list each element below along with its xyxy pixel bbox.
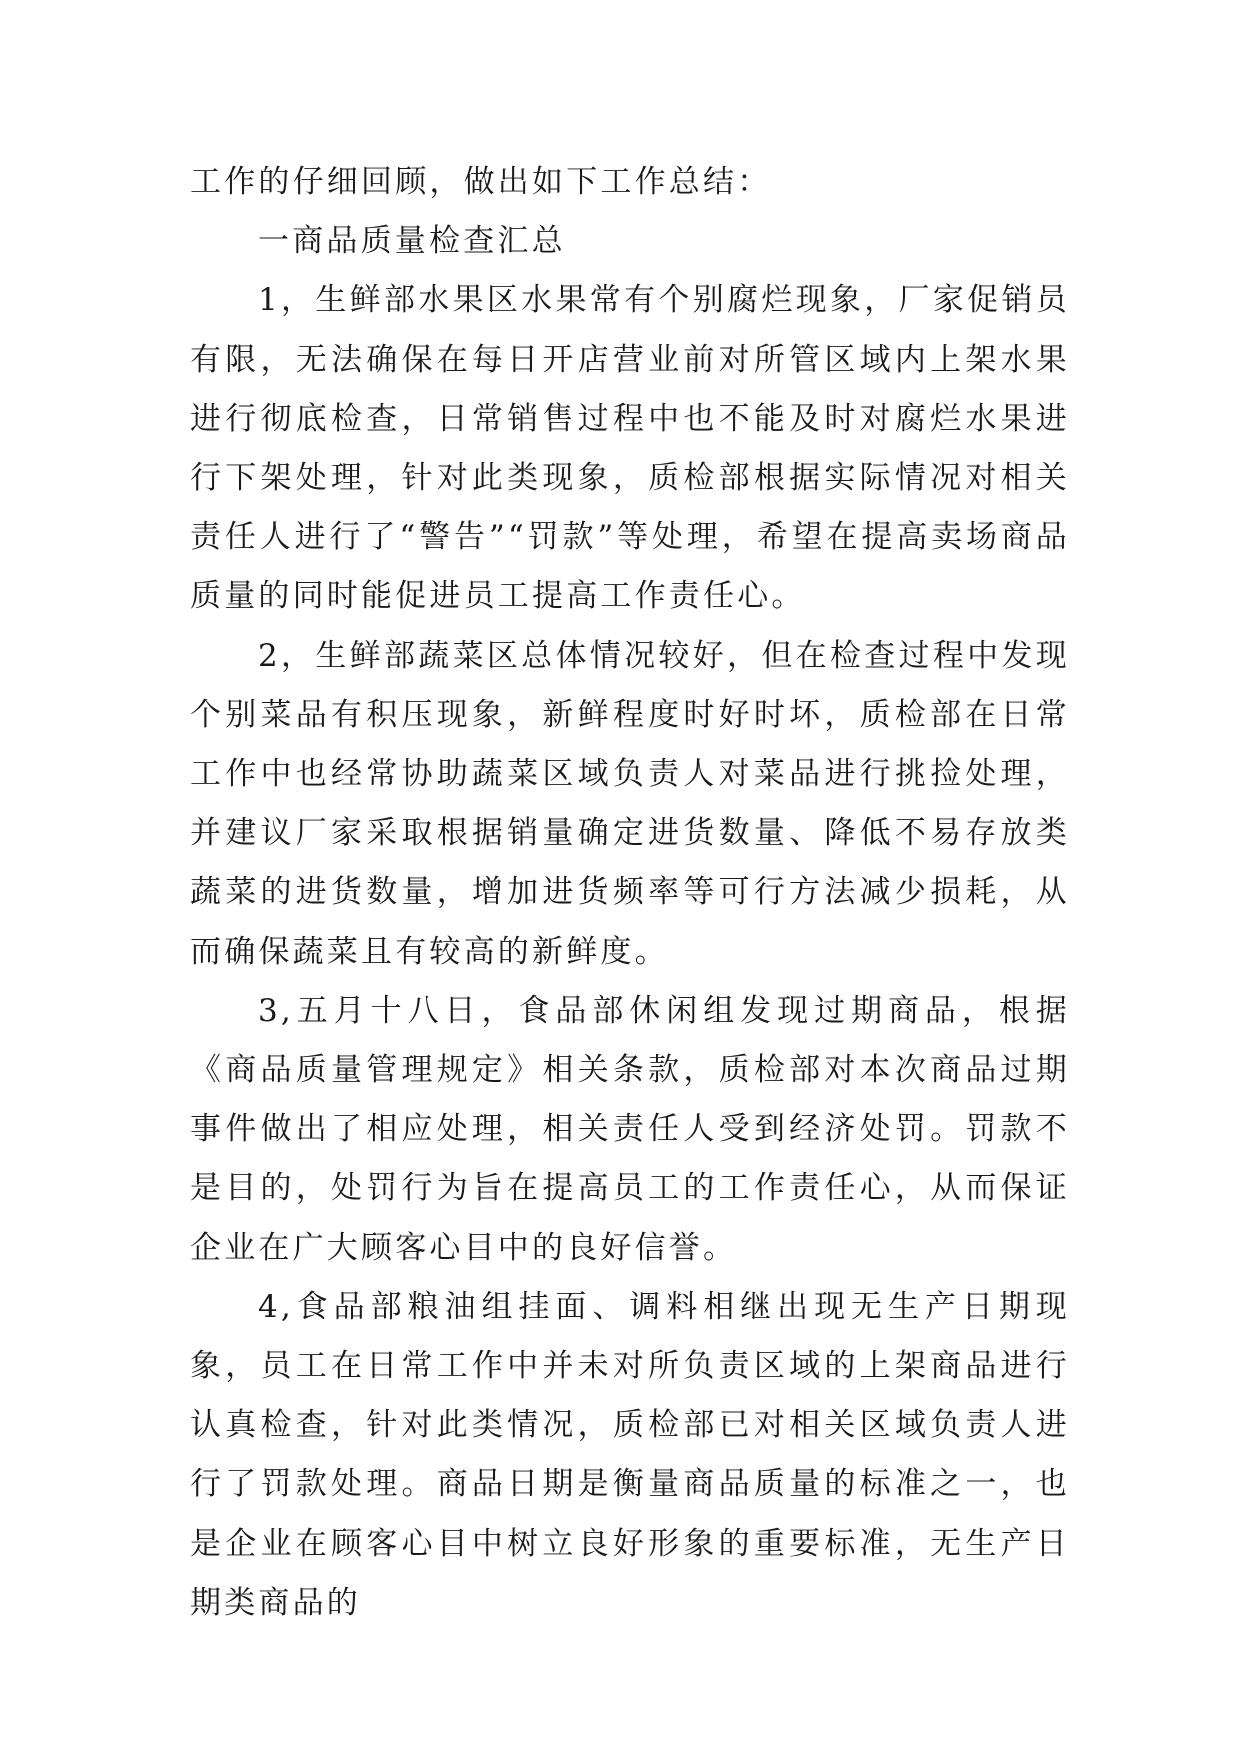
paragraph-intro: 工作的仔细回顾，做出如下工作总结：: [190, 164, 772, 200]
document-body: [190, 153, 1070, 1633]
section-heading: 一商品质量检查汇总: [258, 223, 566, 260]
paragraph-item-2: 2，生鲜部蔬菜区总体情况较好，但在检查过程中发现个别菜品有积压现象，新鲜程度时好时坏，质检部在日常工作中也经常协助蔬菜区域负责人对菜品进行挑捡处理，并建议厂家采取根据销量确定进货数量、降低不易存放类蔬菜的进货数量，增加进货频率等可行方法减少损耗，从而确保蔬菜且有较高的新鲜度。: [190, 637, 1070, 970]
paragraph-item-3: 3,五月十八日，食品部休闲组发现过期商品，根据《商品质量管理规定》相关条款，质检部对本次商品过期事件做出了相应处理，相关责任人受到经济处罚。罚款不是目的，处罚行为旨在提高员工的工作责任心，从而保证企业在广大顾客心目中的良好信誉。: [190, 992, 1070, 1266]
paragraph-item-1: 1，生鲜部水果区水果常有个别腐烂现象，厂家促销员有限，无法确保在每日开店营业前对所管区域内上架水果进行彻底检查，日常销售过程中也不能及时对腐烂水果进行下架处理，针对此类现象，质检部根据实际情况对相关责任人进行了“警告”“罚款”等处理，希望在提高卖场商品质量的同时能促进员工提高工作责任心。: [190, 282, 1070, 615]
paragraph-item-4: 4,食品部粮油组挂面、调料相继出现无生产日期现象，员工在日常工作中并未对所负责区域的上架商品进行认真检查，针对此类情况，质检部已对相关区域负责人进行了罚款处理。商品日期是衡量商品质量的标准之一，也是企业在顾客心目中树立良好形象的重要标准，无生产日期类商品的: [190, 1288, 1070, 1621]
